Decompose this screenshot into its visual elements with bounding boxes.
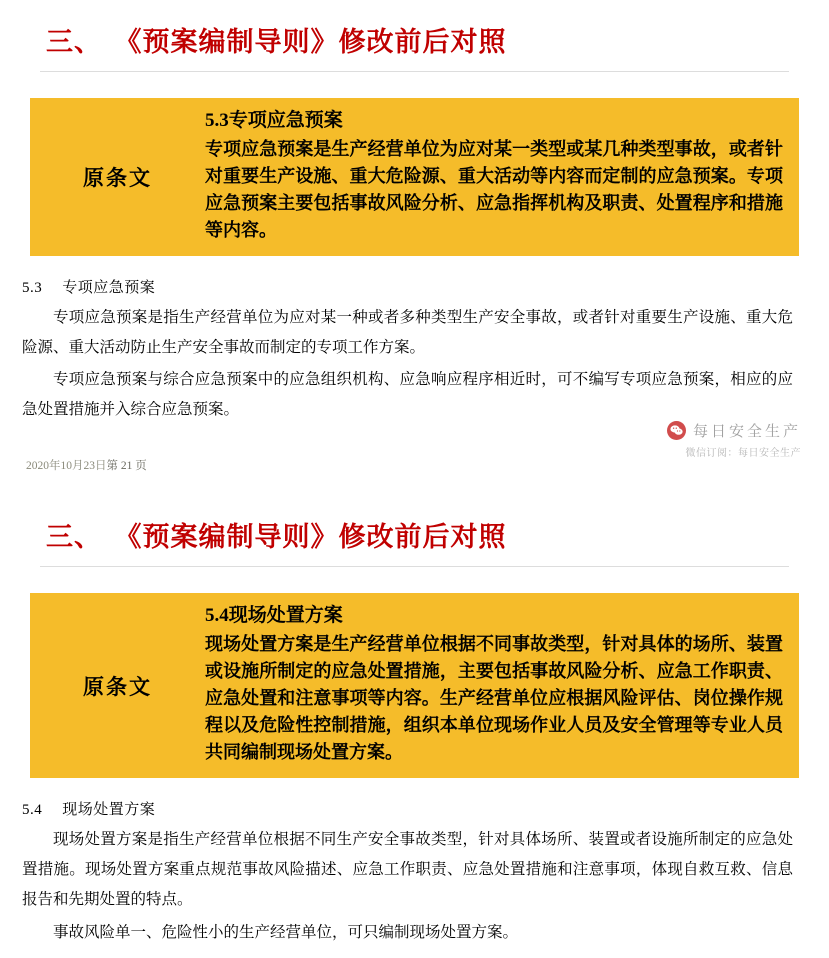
comparison-body	[205, 593, 799, 778]
slide-2-heading	[0, 495, 829, 577]
section-title: 现场处置方案	[62, 801, 156, 818]
comparison-box-2	[30, 593, 799, 778]
paragraph: 专项应急预案是指生产经营单位为应对某一种或者多种类型生产安全事故，或者针对重要生产设施、重大危险源、重大活动防止生产安全事故而制定的专项工作方案。	[22, 308, 793, 356]
section-number: 5.4	[22, 801, 43, 818]
heading-number: 三、	[46, 522, 102, 553]
clause-title: 5.3专项应急预案	[205, 110, 343, 131]
clause-text: 专项应急预案是生产经营单位为应对某一类型或某几种类型事故，或者针对重要生产设施、重大危险源、重大活动等内容而定制的应急预案。专项应急预案主要包括事故风险分析、应急指挥机构及职责、处置程序和措施等内容。	[205, 138, 783, 240]
comparison-label-cell	[30, 98, 205, 256]
heading-title: 《预案编制导则》修改前后对照	[128, 522, 507, 553]
clause-title: 5.4现场处置方案	[205, 605, 343, 627]
heading-title: 《预案编制导则》修改前后对照	[128, 27, 507, 57]
slide-2	[0, 495, 829, 957]
watermark-row	[667, 420, 801, 441]
heading-line	[0, 20, 829, 59]
bottom-padding	[0, 950, 829, 958]
slide-1-heading	[0, 0, 829, 82]
section-number: 5.3	[22, 279, 43, 296]
paragraph: 事故风险单一、危险性小的生产经营单位，可只编制现场处置方案。	[53, 923, 519, 941]
clause-text: 现场处置方案是生产经营单位根据不同事故类型，针对具体的场所、装置或设施所制定的应急处置措施，主要包括事故风险分析、应急工作职责、应急处置和注意事项等内容。生产经营单位应根据风险评估、岗位操作规程以及危险性控制措施，组织本单位现场作业人员及安全管理等专业人员共同编制现场处置方案。	[205, 633, 783, 762]
comparison-label: 原条文	[83, 165, 152, 190]
section-heading	[22, 276, 793, 297]
document-body-2	[0, 778, 829, 948]
heading-number: 三、	[46, 27, 102, 57]
heading-divider	[40, 566, 789, 567]
heading-line	[0, 515, 829, 554]
comparison-label: 原条文	[83, 674, 152, 699]
watermark-subtitle: 微信订阅：每日安全生产	[685, 448, 801, 460]
watermark-name: 每日安全生产	[692, 424, 801, 441]
comparison-box-1	[30, 98, 799, 256]
document-body-1	[0, 256, 829, 426]
wechat-icon	[667, 421, 686, 440]
footer-date: 2020年10月23日	[26, 460, 107, 473]
paragraph: 现场处置方案是指生产经营单位根据不同生产安全事故类型，针对具体场所、装置或者设施所制定的应急处置措施。现场处置方案重点规范事故风险描述、应急工作职责、应急处置措施和注意事项，体现自救互救、信息报告和先期处置的特点。	[22, 830, 793, 909]
footer-page-number: 第 21 页	[106, 460, 147, 473]
comparison-label-cell	[30, 593, 205, 778]
watermark	[667, 420, 801, 459]
paragraph: 专项应急预案与综合应急预案中的应急组织机构、应急响应程序相近时，可不编写专项应急预案，相应的应急处置措施并入综合应急预案。	[22, 370, 793, 419]
comparison-body	[205, 98, 799, 256]
slide-1	[0, 0, 829, 473]
heading-divider	[40, 71, 789, 72]
section-title: 专项应急预案	[62, 279, 156, 296]
section-heading	[22, 798, 793, 819]
slide-gap	[0, 473, 829, 495]
